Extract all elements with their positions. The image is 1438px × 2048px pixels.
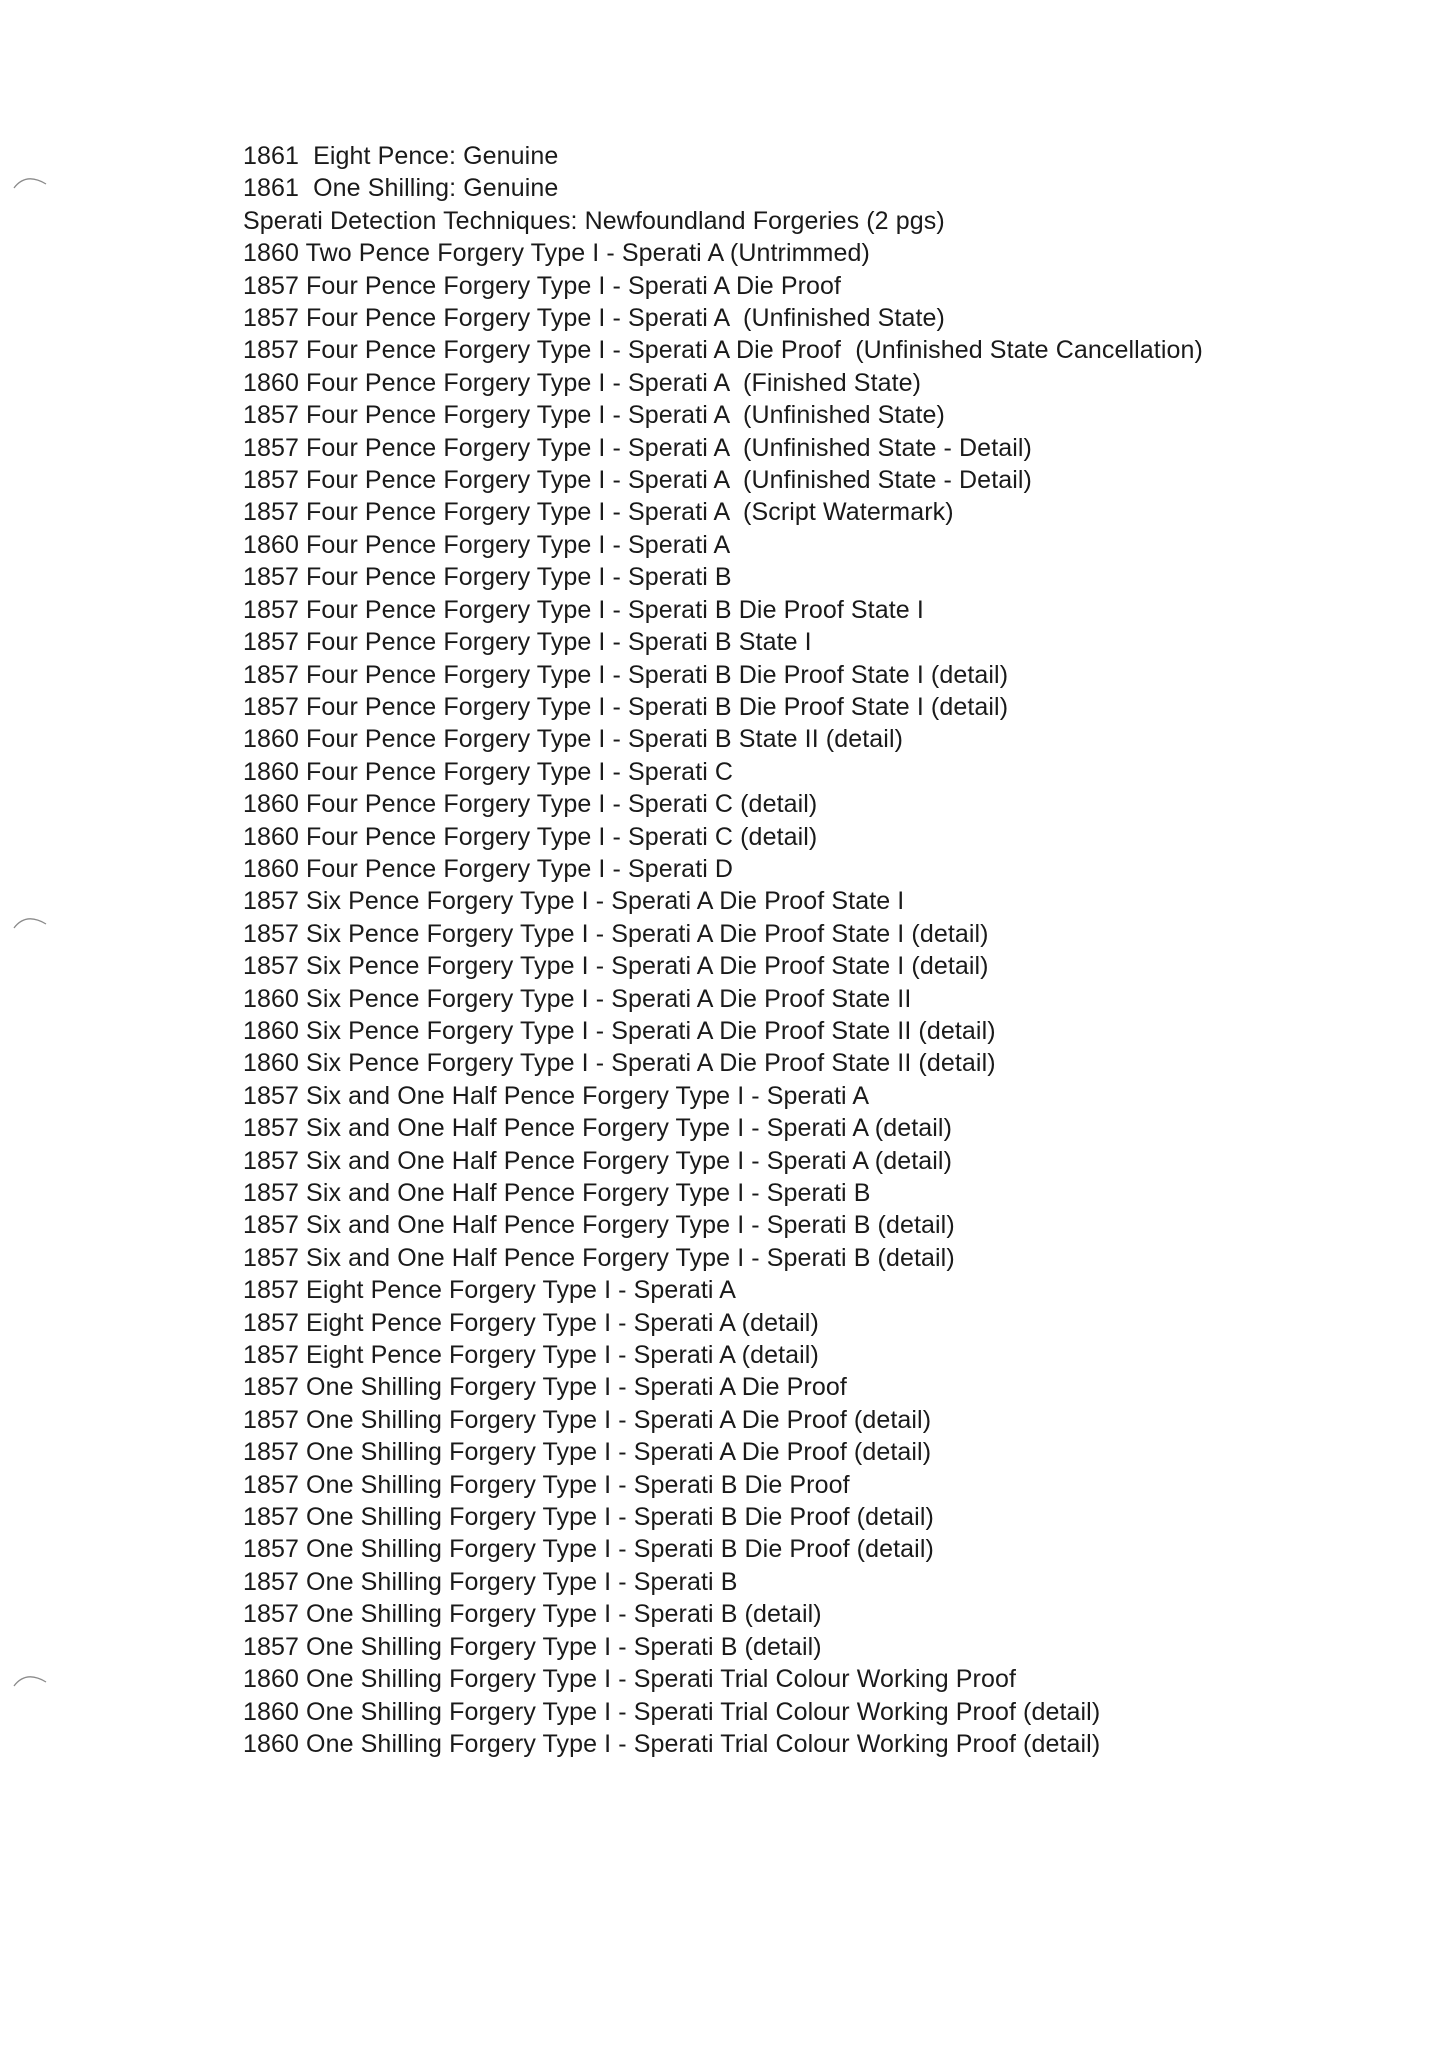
list-item: Sperati Detection Techniques: Newfoundland Forgeries (2 pgs) — [243, 206, 945, 235]
list-item: 1857 One Shilling Forgery Type I - Sperati A Die Proof — [243, 1373, 847, 1402]
list-item: 1861 Eight Pence: Genuine — [243, 142, 559, 170]
list-item: 1861 One Shilling: Genuine — [243, 174, 559, 203]
list-item: 1860 Four Pence Forgery Type I - Sperati C — [243, 757, 734, 786]
list-item: 1860 Four Pence Forgery Type I - Sperati A (Finished State) — [243, 368, 922, 397]
list-item: 1857 Four Pence Forgery Type I - Sperati A Die Proof (Unfinished State Cancellation) — [243, 336, 1203, 365]
list-item: 1860 Two Pence Forgery Type I - Sperati A (Untrimmed) — [243, 239, 870, 268]
list-item: 1857 One Shilling Forgery Type I - Sperati A Die Proof (detail) — [243, 1405, 932, 1434]
list-item: 1857 Four Pence Forgery Type I - Sperati A (Unfinished State) — [243, 401, 945, 430]
list-item: 1857 Eight Pence Forgery Type I - Sperati A (detail) — [243, 1308, 819, 1337]
list-item: 1857 Six and One Half Pence Forgery Type I - Sperati A (detail) — [243, 1146, 952, 1175]
list-item: 1857 One Shilling Forgery Type I - Sperati B (detail) — [243, 1632, 822, 1661]
list-item: 1857 Four Pence Forgery Type I - Sperati B Die Proof State I (detail) — [243, 692, 1009, 721]
list-item: 1857 Eight Pence Forgery Type I - Sperati A (detail) — [243, 1341, 819, 1370]
list-item: 1860 One Shilling Forgery Type I - Sperati Trial Colour Working Proof (detail) — [243, 1729, 1101, 1758]
list-item: 1857 Four Pence Forgery Type I - Sperati A (Script Watermark) — [243, 498, 954, 527]
list-item: 1857 Eight Pence Forgery Type I - Sperati A — [243, 1276, 737, 1305]
list-item: 1860 Six Pence Forgery Type I - Sperati A Die Proof State II — [243, 984, 912, 1013]
list-item: 1857 Four Pence Forgery Type I - Sperati A Die Proof — [243, 271, 842, 300]
list-item: 1857 Six Pence Forgery Type I - Sperati A Die Proof State I (detail) — [243, 919, 989, 948]
list-item: 1857 One Shilling Forgery Type I - Sperati B Die Proof (detail) — [243, 1535, 934, 1564]
punch-hole-mark-icon — [12, 1668, 48, 1690]
contents-list — [243, 140, 1203, 1760]
list-item: 1857 One Shilling Forgery Type I - Sperati B Die Proof — [243, 1470, 850, 1499]
list-item: 1860 Four Pence Forgery Type I - Sperati B State II (detail) — [243, 725, 904, 754]
list-item: 1860 Six Pence Forgery Type I - Sperati A Die Proof State II (detail) — [243, 1049, 996, 1078]
list-item: 1857 One Shilling Forgery Type I - Sperati B — [243, 1567, 738, 1596]
list-item: 1860 Four Pence Forgery Type I - Sperati C (detail) — [243, 822, 818, 851]
list-item: 1857 Six Pence Forgery Type I - Sperati A Die Proof State I (detail) — [243, 952, 989, 981]
list-item: 1857 Six and One Half Pence Forgery Type I - Sperati B (detail) — [243, 1243, 955, 1272]
list-item: 1857 One Shilling Forgery Type I - Sperati B (detail) — [243, 1600, 822, 1629]
list-item: 1857 One Shilling Forgery Type I - Sperati A Die Proof (detail) — [243, 1438, 932, 1467]
punch-hole-mark-icon — [12, 910, 48, 932]
list-item: 1860 Four Pence Forgery Type I - Sperati D — [243, 854, 734, 883]
list-item: 1857 Four Pence Forgery Type I - Sperati A (Unfinished State - Detail) — [243, 466, 1032, 495]
list-item: 1857 Six and One Half Pence Forgery Type I - Sperati A (detail) — [243, 1114, 952, 1143]
list-item: 1857 Four Pence Forgery Type I - Sperati A (Unfinished State - Detail) — [243, 433, 1032, 462]
list-item: 1857 Six and One Half Pence Forgery Type I - Sperati B — [243, 1179, 871, 1207]
punch-hole-mark-icon — [12, 170, 48, 192]
list-item: 1857 Four Pence Forgery Type I - Sperati B Die Proof State I (detail) — [243, 660, 1009, 689]
list-item: 1857 Six and One Half Pence Forgery Type I - Sperati B (detail) — [243, 1211, 955, 1240]
list-item: 1857 Six and One Half Pence Forgery Type I - Sperati A — [243, 1081, 870, 1110]
list-item: 1860 One Shilling Forgery Type I - Sperati Trial Colour Working Proof (detail) — [243, 1697, 1101, 1726]
list-item: 1860 Four Pence Forgery Type I - Sperati C (detail) — [243, 790, 818, 819]
list-item: 1860 One Shilling Forgery Type I - Sperati Trial Colour Working Proof — [243, 1665, 1017, 1694]
list-item: 1857 Four Pence Forgery Type I - Sperati B — [243, 563, 732, 592]
list-item: 1857 Four Pence Forgery Type I - Sperati B State I — [243, 628, 812, 657]
list-item: 1860 Four Pence Forgery Type I - Sperati A — [243, 530, 731, 559]
list-item: 1857 Four Pence Forgery Type I - Sperati A (Unfinished State) — [243, 304, 945, 333]
list-item: 1860 Six Pence Forgery Type I - Sperati A Die Proof State II (detail) — [243, 1016, 996, 1045]
list-item: 1857 Six Pence Forgery Type I - Sperati A Die Proof State I — [243, 887, 905, 916]
list-item: 1857 Four Pence Forgery Type I - Sperati B Die Proof State I — [243, 595, 924, 624]
list-item: 1857 One Shilling Forgery Type I - Sperati B Die Proof (detail) — [243, 1503, 934, 1532]
